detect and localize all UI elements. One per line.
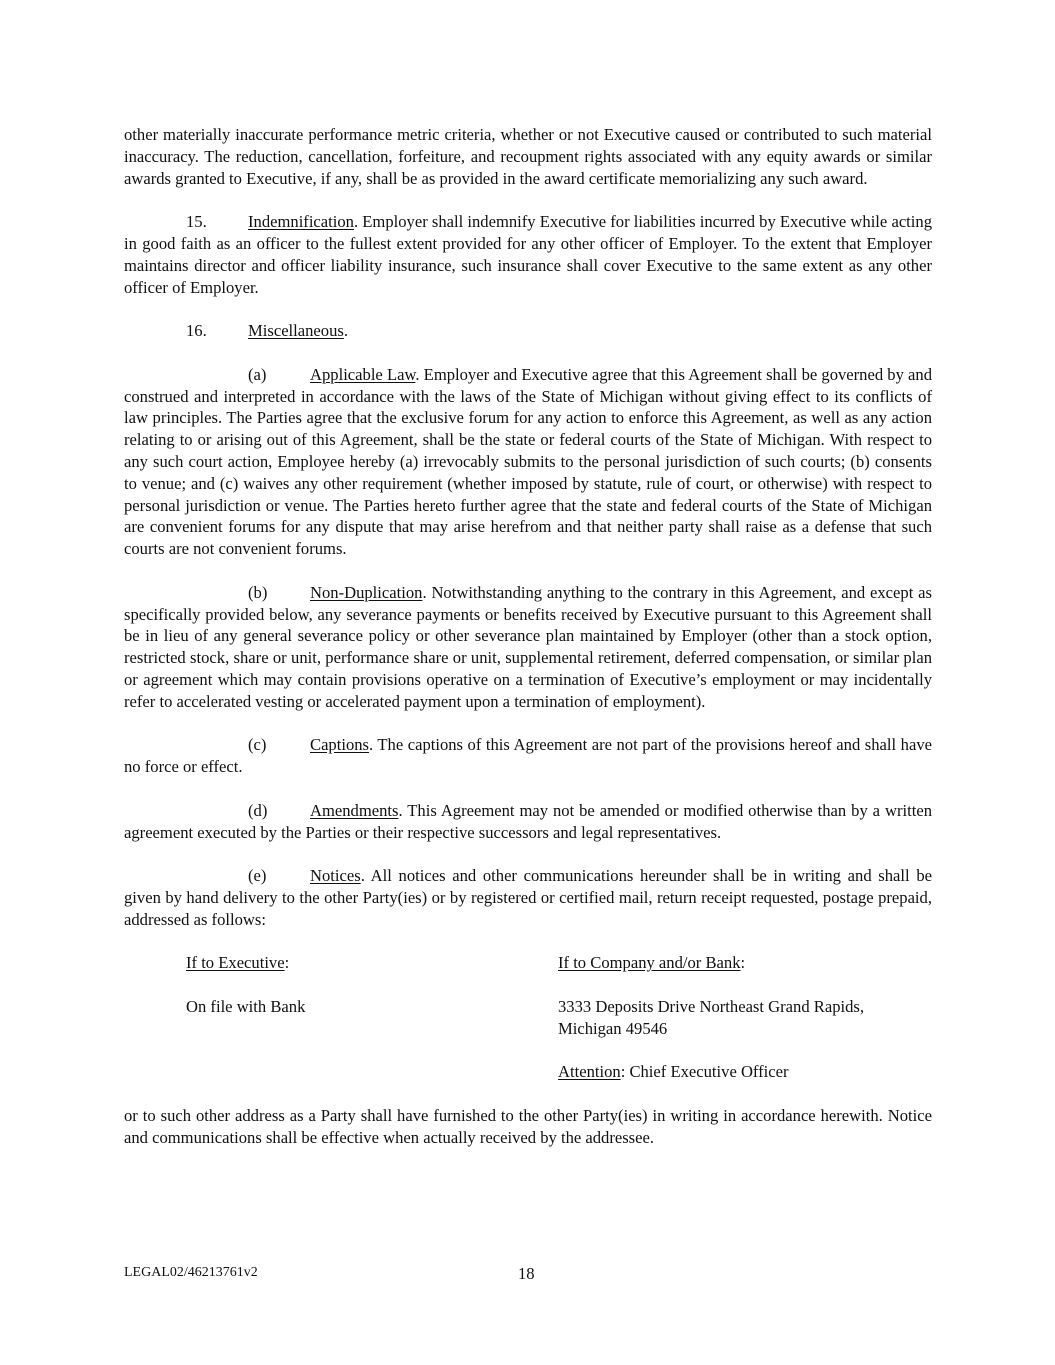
company-label: If to Company and/or Bank: <box>558 953 746 973</box>
executive-label: If to Executive: <box>186 953 290 973</box>
document-id: LEGAL02/46213761v2 <box>124 1265 258 1280</box>
subsection-number: (c) <box>248 735 267 755</box>
subsection-text: . The captions of this Agreement are not part of the provisions hereof and shall have no force or effect. <box>124 735 932 777</box>
section-heading: Miscellaneous <box>248 321 344 341</box>
company-address-line-2: Michigan 49546 <box>558 1018 668 1038</box>
subsection-number: (d) <box>248 800 268 820</box>
section-number: 15. <box>186 212 207 232</box>
subsection-a-applicable-law <box>124 364 932 560</box>
company-address-line-1: 3333 Deposits Drive Northeast Grand Rapids, <box>558 996 865 1016</box>
section-text: . Employer shall indemnify Executive for liabilities incurred by Executive while acting in good faith as an officer to the fullest extent provided for any other officer of Employer. To the extent that Employer maintains director and officer liability insurance, such insurance shall cover Executive to the same extent as any other officer of Employer. <box>124 212 932 297</box>
section-16-miscellaneous <box>124 320 932 342</box>
subsection-number: (b) <box>248 582 268 602</box>
subsection-text: . Employer and Executive agree that this Agreement shall be governed by and construed and interpreted in accordance with the laws of the State of Michigan without giving effect to its conflicts of law principles. The Parties agree that the exclusive forum for any action to enforce this Agreement, as well as any action relating to or arising out of this Agreement, shall be the state or federal courts of the State of Michigan. With respect to any such court action, Employee hereby (a) irrevocably submits to the personal jurisdiction of such courts; (b) consents to venue; and (c) waives any other requirement (whether imposed by statute, rule of court, or otherwise) with respect to personal jurisdiction or venue. The Parties hereto further agree that the state and federal courts of the State of Michigan are convenient forums for any dispute that may arise herefrom and that neither party shall raise as a defense that such courts are not convenient forums. <box>124 364 932 559</box>
subsection-heading: Non-Duplication <box>310 582 423 602</box>
executive-address-column <box>186 952 558 1083</box>
paragraph-continuation: other materially inaccurate performance metric criteria, whether or not Executive caused or contributed to such material inaccuracy. The reduction, cancellation, forfeiture, and recoupment rights associated with any equity awards or similar awards granted to Executive, if any, shall be as provided in the award certificate memorializing any such award. <box>124 125 932 188</box>
section-15-indemnification <box>124 211 932 298</box>
subsection-heading: Applicable Law <box>310 364 416 384</box>
page-number: 18 <box>518 1264 535 1283</box>
document-body <box>124 124 932 1148</box>
company-address-column <box>558 952 930 1083</box>
subsection-text: . All notices and other communications hereunder shall be in writing and shall be given by hand delivery to the other Party(ies) or by registered or certified mail, return receipt requested, postage prepaid, addressed as follows: <box>124 866 932 929</box>
subsection-number: (e) <box>248 866 267 886</box>
notice-address-block <box>186 952 932 1083</box>
subsection-b-non-duplication <box>124 582 932 713</box>
section-heading: Indemnification <box>248 212 354 232</box>
attention-line: Attention: Chief Executive Officer <box>558 1062 789 1082</box>
closing-paragraph: or to such other address as a Party shall have furnished to the other Party(ies) in writing in accordance herewith. Notice and communications shall be effective when actually received by the addressee. <box>124 1105 932 1147</box>
section-number: 16. <box>186 321 207 341</box>
subsection-heading: Captions <box>310 735 370 755</box>
executive-address: On file with Bank <box>186 996 306 1016</box>
subsection-c-captions <box>124 734 932 778</box>
subsection-heading: Amendments <box>310 800 399 820</box>
subsection-text: . This Agreement may not be amended or modified otherwise than by a written agreement executed by the Parties or their respective successors and legal representatives. <box>124 800 932 842</box>
subsection-text: . Notwithstanding anything to the contrary in this Agreement, and except as specifically provided below, any severance payments or benefits received by Executive pursuant to this Agreement shall be in lieu of any general severance policy or other severance plan maintained by Employer (other than a stock option, restricted stock, share or unit, performance share or unit, supplemental retirement, deferred compensation, or similar plan or agreement which may contain provisions operative on a termination of Executive’s employment or may incidentally refer to accelerated vesting or accelerated payment upon a termination of employment). <box>124 582 932 711</box>
subsection-heading: Notices <box>310 866 361 886</box>
subsection-e-notices <box>124 865 932 930</box>
subsection-d-amendments <box>124 800 932 844</box>
subsection-number: (a) <box>248 364 267 384</box>
section-text: . <box>343 321 349 341</box>
